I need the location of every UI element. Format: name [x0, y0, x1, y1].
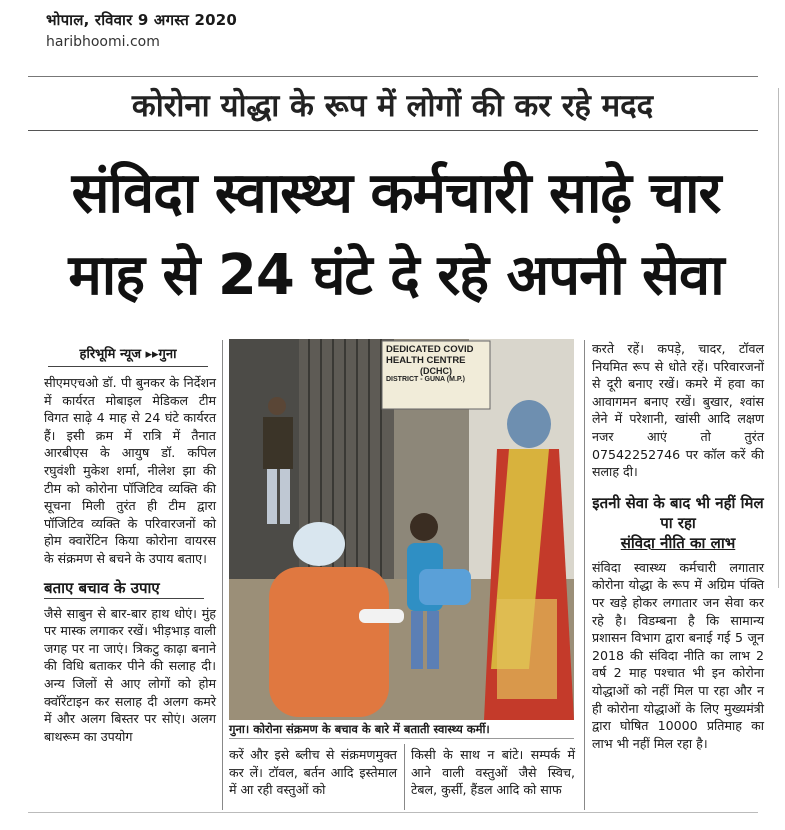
headline-line-2: माह से 24 घंटे दे रहे अपनी सेवा [68, 243, 724, 309]
subhead-policy [592, 493, 764, 553]
byline-rule [48, 366, 208, 367]
column-2: करें और इसे ब्लीच से संक्रमणमुक्त कर लें। टॉवल, बर्तन आदि इस्तेमाल में आ रही वस्तुओं को [229, 747, 397, 798]
column-divider-2 [404, 744, 405, 810]
byline: हरिभूमि न्यूज ▸▸गुना [79, 347, 177, 362]
column-1-paragraph-1: सीएमएचओ डॉ. पी बुनकर के निर्देशन में कार्यरत मोबाइल मेडिकल टीम विगत साढ़े 4 माह से 24 घंटे कार्यरत हैं। इसी क्रम में रात्रि में तैनात आरबीएस के आयुष डॉ. कपिल रघुवंशी मुकेश शर्मा, नीलेश झा की टीम को कोरोना पॉजिटिव व्यक्ति की सूचना मिली तुरंत ही टीम द्वारा पॉजिटिव व्यक्ति के परिवारजनों को होम क्वारेंटिन किया कोरोना वायरस के संक्रमण से बचने के उपाय बताए। [44, 375, 216, 566]
site-url: haribhoomi.com [46, 34, 160, 50]
kicker-rule [28, 130, 758, 131]
column-1 [44, 374, 216, 745]
bottom-rule [28, 812, 758, 813]
dateline: भोपाल, रविवार 9 अगस्त 2020 [46, 11, 237, 29]
photo-caption: गुना। कोरोना संक्रमण के बचाव के बारे में बताती स्वास्थ्य कर्मी। [229, 722, 490, 736]
sign-line-4: DISTRICT - GUNA (M.P.) [386, 376, 465, 383]
sign-line-1: DEDICATED COVID [386, 344, 474, 355]
column-divider-3 [584, 340, 585, 810]
column-4-paragraph-1: करते रहें। कपड़े, चादर, टॉवल नियमित रूप से धोते रहें। परिवारजनों से दूरी बनाए रखें। कमरे में हवा का आवागमन बनाए रखें। बुखार, श्वांस लेने में परेशानी, खांसी आदि लक्षण नजर आएं तो तुरंत 07542252746 पर कॉल करें की सलाह दी। [592, 341, 764, 480]
page-edge-rule [778, 88, 779, 588]
column-4 [592, 340, 764, 752]
main-headline [26, 153, 766, 318]
kicker-headline: कोरोना योद्धा के रूप में लोगों की कर रहे मदद [131, 88, 654, 124]
top-rule [28, 76, 758, 77]
sign-board [382, 341, 490, 409]
sign-line-2: HEALTH CENTRE [386, 355, 466, 366]
news-photo [229, 339, 574, 720]
headline-line-1: संविदा स्वास्थ्य कर्मचारी साढ़े चार [71, 161, 721, 226]
column-3: किसी के साथ न बांटे। सम्पर्क में आने वाली वस्तुओं जैसे स्विच, टेबल, कुर्सी, हैंडल आदि को साफ [411, 747, 575, 798]
caption-rule [229, 738, 574, 739]
column-1-paragraph-2: जैसे साबुन से बार-बार हाथ धोएं। मुंह पर मास्क लगाकर रखें। भीड़भाड़ वाली जगह पर ना जाएं। त्रिकटु काढ़ा बनाने की विधि बताकर पीने की सलाह दी। अन्य जिलों से आए लोगों को होम क्वॉरेंटाइन कर सलाह दी अलग कमरे में और अलग बिस्तर पर सोएं। अलग बाथरूम का उपयोग [44, 605, 216, 744]
subhead-safety [44, 578, 204, 599]
sign-line-3: (DCHC) [420, 366, 452, 376]
column-divider-1 [222, 340, 223, 810]
subhead-safety-text: बताए बचाव के उपाए [44, 578, 160, 597]
column-4-paragraph-2: संविदा स्वास्थ्य कर्मचारी लगातार कोरोना योद्धा के रूप में अग्रिम पंक्ति पर खड़े होकर लगातार जन सेवा कर रहे है। विडम्बना है कि सामान्य प्रशासन विभाग द्वारा बनाई गई 5 जून 2018 की संविदा नीति का लाभ 2 वर्ष 2 माह पश्चात भी इन कोरोना योद्धाओं को नहीं मिल पा रहा और न ही कोरोना योद्धाओं के लिए मुख्यमंत्री द्वारा घोषित 10000 प्रतिमाह का लाभ भी नहीं मिल रहा है। [592, 559, 764, 751]
subhead-policy-line-1: इतनी सेवा के बाद भी नहीं मिल पा रहा [592, 493, 764, 532]
subhead-policy-line-2: संविदा नीति का लाभ [620, 533, 736, 552]
